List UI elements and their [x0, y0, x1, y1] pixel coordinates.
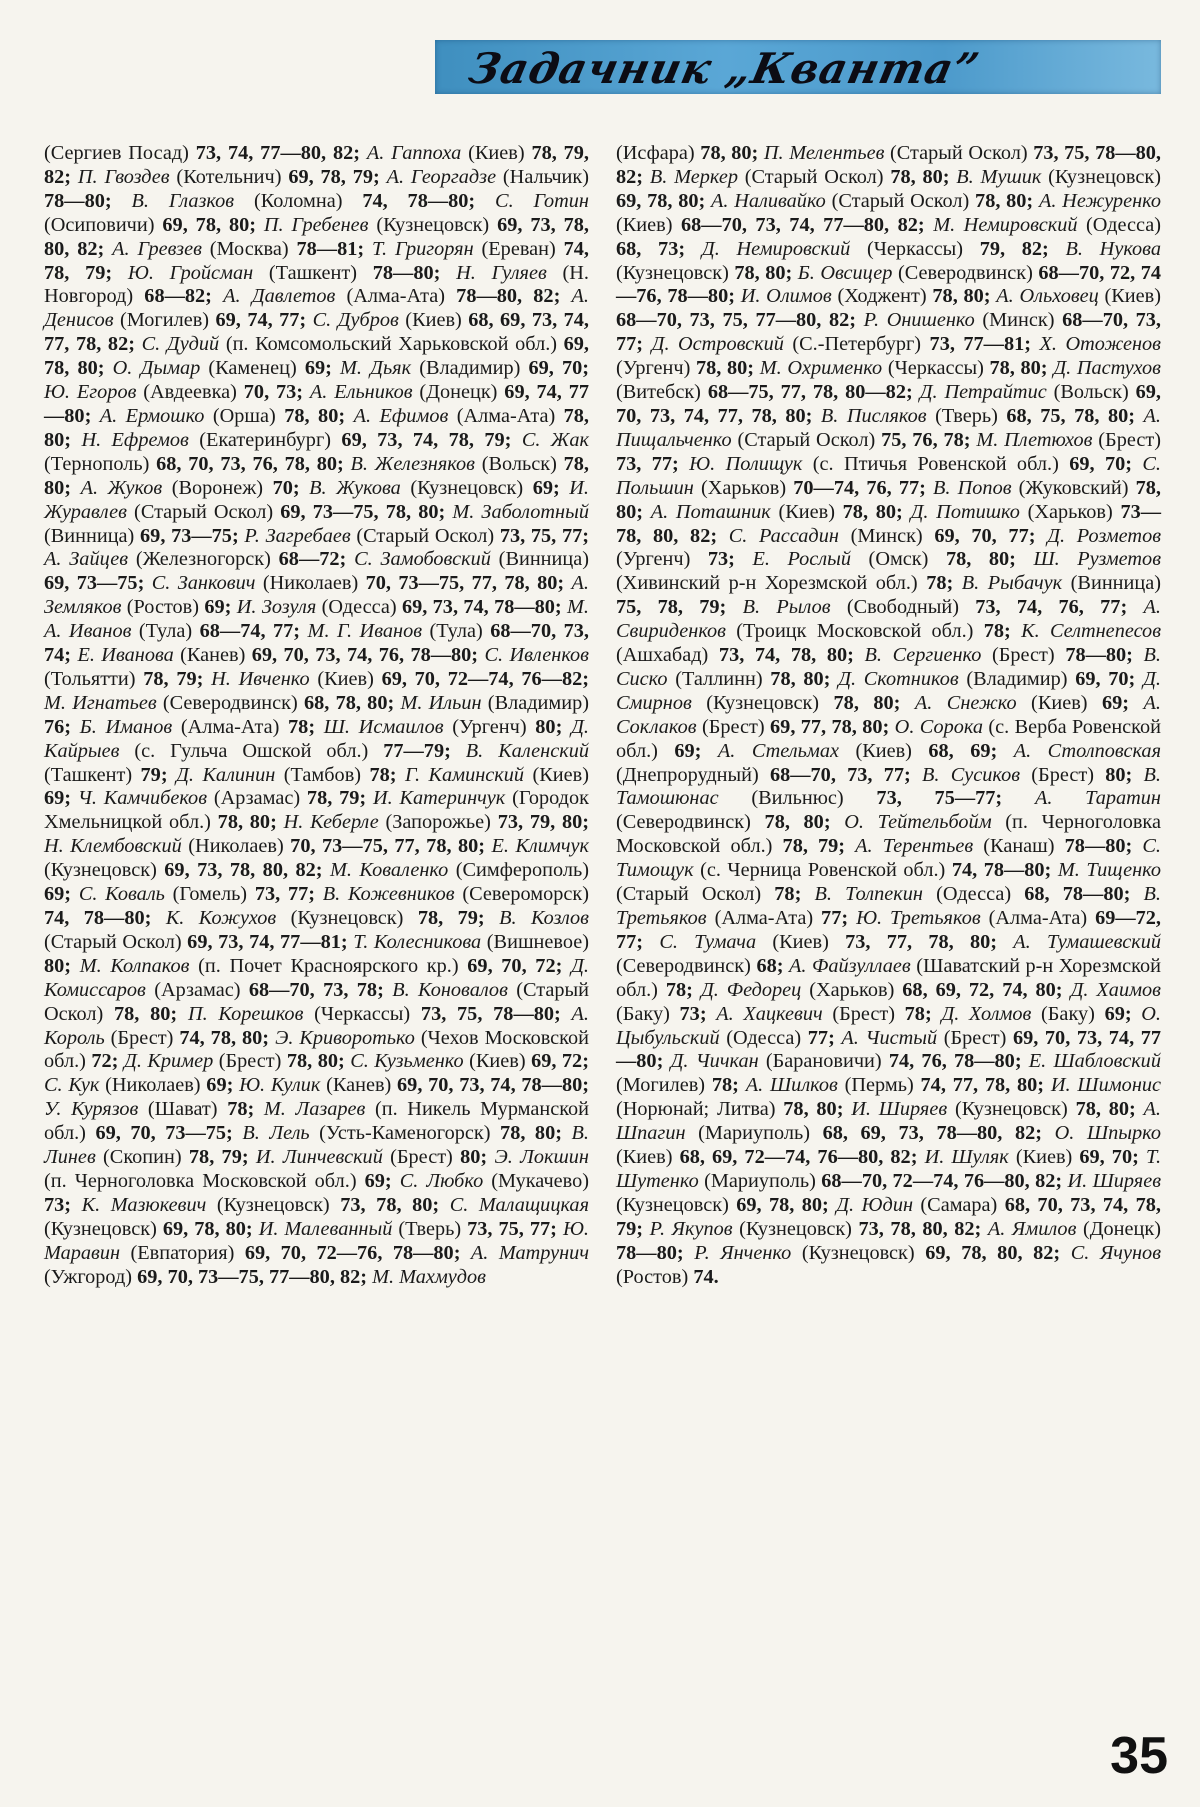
section-title: Задачник „Кванта”: [464, 43, 984, 93]
column-text: (Сергиев Посад) 73, 74, 77—80, 82; А. Гаппоха (Киев) 78, 79, 82; П. Гвоздев (Котельнич) 69, 78, 79; А. Георгадзе (Нальчик) 78—80; В. Глазков (Коломна) 74, 78—80; С. Готин (Осиповичи) 69, 78, 80; П. Гребенев (Кузнецовск) 69, 73, 78, 80, 82; А. Гревзев (Москва) 78—81; Т. Григорян (Ереван) 74, 78, 79; Ю. Гройсман (Ташкент) 78—80; Н. Гуляев (Н. Новгород) 68—82; А. Давлетов (Алма-Ата) 78—80, 82; А. Денисов (Могилев) 69, 74, 77; С. Дубров (Киев) 68, 69, 73, 74, 77, 78, 82; С. Дудий (п. Комсомольский Харьковской обл.) 69, 78, 80; О. Дымар (Каменец) 69; М. Дьяк (Владимир) 69, 70; Ю. Егоров (Авдеевка) 70, 73; А. Ельников (Донецк) 69, 74, 77—80; А. Ермошко (Орша) 78, 80; А. Ефимов (Алма-Ата) 78, 80; Н. Ефремов (Екатеринбург) 69, 73, 74, 78, 79; С. Жак (Тернополь) 68, 70, 73, 76, 78, 80; В. Железняков (Вольск) 78, 80; А. Жуков (Воронеж) 70; В. Жукова (Кузнецовск) 69; И. Журавлев (Старый Оскол) 69, 73—75, 78, 80; М. Заболотный (Винница) 69, 73—75; Р. Загребаев (Старый Оскол) 73, 75, 77; А. Зайцев (Железногорск) 68—72; С. Замобовский (Винница) 69, 73—75; С. Занкович (Николаев) 70, 73—75, 77, 78, 80; А. Земляков (Ростов) 69; И. Зозуля (Одесса) 69, 73, 74, 78—80; М. А. Иванов (Тула) 68—74, 77; М. Г. Иванов (Тула) 68—70, 73, 74; Е. Иванова (Канев) 69, 70, 73, 74, 76, 78—80; С. Ивленков (Тольятти) 78, 79; Н. Ивченко (Киев) 69, 70, 72—74, 76—82; М. Игнатьев (Северодвинск) 68, 78, 80; М. Ильин (Владимир) 76; Б. Иманов (Алма-Ата) 78; Ш. Исмаилов (Ургенч) 80; Д. Кайрыев (с. Гульча Ошской обл.) 77—79; В. Каленский (Ташкент) 79; Д. Калинин (Тамбов) 78; Г. Каминский (Киев) 69; Ч. Камчибеков (Арзамас) 78, 79; И. Катеринчук (Городок Хмельницкой обл.) 78, 80; Н. Кеберле (Запорожье) 73, 79, 80; Н. Клембовский (Николаев) 70, 73—75, 77, 78, 80; Е. Климчук (Кузнецовск) 69, 73, 78, 80, 82; М. Коваленко (Симферополь) 69; С. Коваль (Гомель) 73, 77; В. Кожевников (Североморск) 74, 78—80; К. Кожухов (Кузнецовск) 78, 79; В. Козлов (Старый Оскол) 69, 73, 74, 77—81; Т. Колесникова (Вишневое) 80; М. Колпаков (п. Почет Красноярского кр.) 69, 70, 72; Д. Комиссаров (Арзамас) 68—70, 73, 78; В. Коновалов (Старый Оскол) 78, 80; П. Корешков (Черкассы) 73, 75, 78—80; А. Король (Брест) 74, 78, 80; Э. Криворотько (Чехов Московской обл.) 72; Д. Кример (Брест) 78, 80; С. Кузьменко (Киев) 69, 72; С. Кук (Николаев) 69; Ю. Кулик (Канев) 69, 70, 73, 74, 78—80; У. Курязов (Шават) 78; М. Лазарев (п. Никель Мурманской обл.) 69, 70, 73—75; В. Лель (Усть-Каменогорск) 78, 80; В. Линев (Скопин) 78, 79; И. Линчевский (Брест) 80; Э. Локшин (п. Черноголовка Московской обл.) 69; С. Любко (Мукачево) 73; К. Мазюкевич (Кузнецовск) 73, 78, 80; С. Малащицкая (Кузнецовск) 69, 78, 80; И. Малеванный (Тверь) 73, 75, 77; Ю. Маравин (Евпатория) 69, 70, 72—76, 78—80; А. Матрунич (Ужгород) 69, 70, 73—75, 77—80, 82; М. Махмудов: [44, 142, 590, 1288]
column-text: (Исфара) 78, 80; П. Мелентьев (Старый Оскол) 73, 75, 78—80, 82; В. Меркер (Старый Оскол) 78, 80; В. Мушик (Кузнецовск) 69, 78, 80; А. Наливайко (Старый Оскол) 78, 80; А. Нежуренко (Киев) 68—70, 73, 74, 77—80, 82; М. Немировский (Одесса) 68, 73; Д. Немировский (Черкассы) 79, 82; В. Нукова (Кузнецовск) 78, 80; Б. Овсицер (Северодвинск) 68—70, 72, 74—76, 78—80; И. Олимов (Ходжент) 78, 80; А. Ольховец (Киев) 68—70, 73, 75, 77—80, 82; Р. Онишенко (Минск) 68—70, 73, 77; Д. Островский (С.-Петербург) 73, 77—81; Х. Отоженов (Ургенч) 78, 80; М. Охрименко (Черкассы) 78, 80; Д. Пастухов (Витебск) 68—75, 77, 78, 80—82; Д. Петрайтис (Вольск) 69, 70, 73, 74, 77, 78, 80; В. Писляков (Тверь) 68, 75, 78, 80; А. Пищальченко (Старый Оскол) 75, 76, 78; М. Плетюхов (Брест) 73, 77; Ю. Полищук (с. Птичья Ровенской обл.) 69, 70; С. Польшин (Харьков) 70—74, 76, 77; В. Попов (Жуковский) 78, 80; А. Поташник (Киев) 78, 80; Д. Потишко (Харьков) 73—78, 80, 82; С. Рассадин (Минск) 69, 70, 77; Д. Розметов (Ургенч) 73; Е. Рослый (Омск) 78, 80; Ш. Рузметов (Хивинский р-н Хорезмской обл.) 78; В. Рыбачук (Винница) 75, 78, 79; В. Рылов (Свободный) 73, 74, 76, 77; А. Свириденков (Троицк Московской обл.) 78; К. Селтнепесов (Ашхабад) 73, 74, 78, 80; В. Сергиенко (Брест) 78—80; В. Сиско (Таллинн) 78, 80; Д. Скотников (Владимир) 69, 70; Д. Смирнов (Кузнецовск) 78, 80; А. Снежко (Киев) 69; А. Соклаков (Брест) 69, 77, 78, 80; О. Сорока (с. Верба Ровенской обл.) 69; А. Стельмах (Киев) 68, 69; А. Столповская (Днепрорудный) 68—70, 73, 77; В. Сусиков (Брест) 80; В. Тамошюнас (Вильнюс) 73, 75—77; А. Таратин (Северодвинск) 78, 80; О. Тейтельбойм (п. Черноголовка Московской обл.) 78, 79; А. Терентьев (Канаш) 78—80; С. Тимощук (с. Черница Ровенской обл.) 74, 78—80; М. Тищенко (Старый Оскол) 78; В. Толпекин (Одесса) 68, 78—80; В. Третьяков (Алма-Ата) 77; Ю. Третьяков (Алма-Ата) 69—72, 77; С. Тумача (Киев) 73, 77, 78, 80; А. Тумашевский (Северодвинск) 68; А. Файзуллаев (Шаватский р-н Хорезмской обл.) 78; Д. Федорец (Харьков) 68, 69, 72, 74, 80; Д. Хаимов (Баку) 73; А. Хацкевич (Брест) 78; Д. Холмов (Баку) 69; О. Цыбульский (Одесса) 77; А. Чистый (Брест) 69, 70, 73, 74, 77—80; Д. Чичкан (Барановичи) 74, 76, 78—80; Е. Шабловский (Могилев) 78; А. Шилков (Пермь) 74, 77, 78, 80; И. Шимонис (Норюнай; Литва) 78, 80; И. Ширяев (Кузнецовск) 78, 80; А. Шпагин (Мариуполь) 68, 69, 73, 78—80, 82; О. Шпырко (Киев) 68, 69, 72—74, 76—80, 82; И. Шуляк (Киев) 69, 70; Т. Шутенко (Мариуполь) 68—70, 72—74, 76—80, 82; И. Ширяев (Кузнецовск) 69, 78, 80; Д. Юдин (Самара) 68, 70, 73, 74, 78, 79; Р. Якупов (Кузнецовск) 73, 78, 80, 82; А. Ямилов (Донецк) 78—80; Р. Янченко (Кузнецовск) 69, 78, 80, 82; С. Ячунов (Ростов) 74.: [616, 142, 1162, 1288]
text-column-right: [616, 142, 1161, 1290]
text-column-left: [44, 142, 589, 1290]
page-number: 35: [1110, 1727, 1168, 1785]
